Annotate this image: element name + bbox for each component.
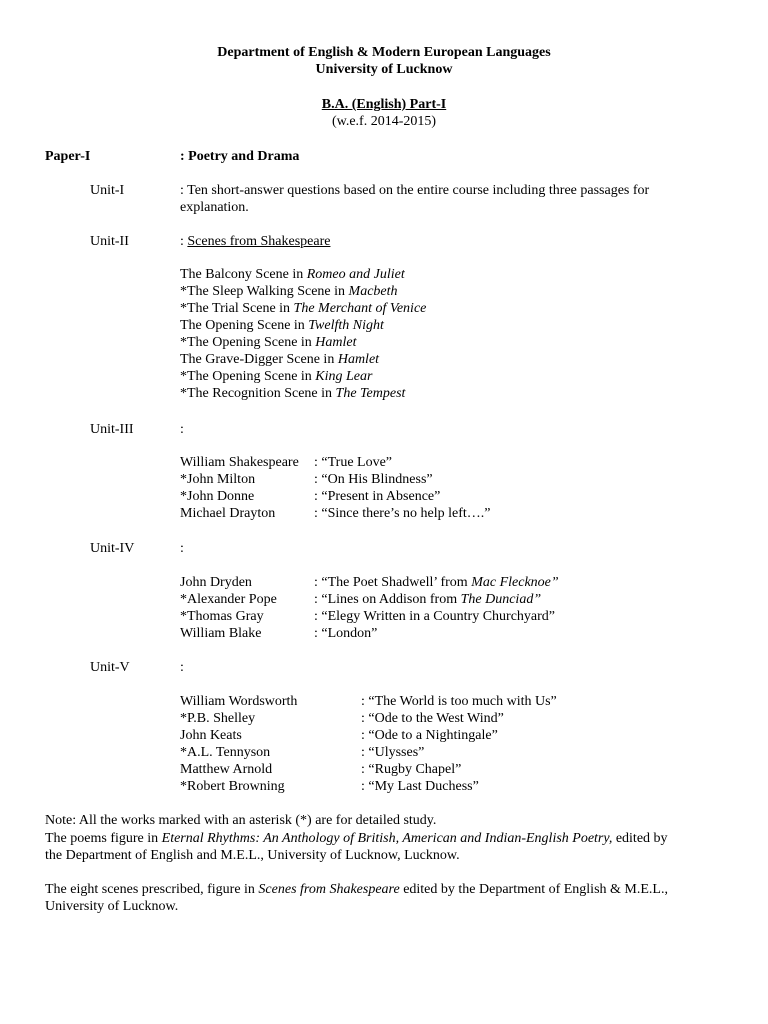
unit2-label: Unit-II [90,234,129,249]
poet-name: William Shakespeare [180,455,299,470]
scenes-note-line2: University of Lucknow. [45,899,179,914]
poem-title: : “Elegy Written in a Country Churchyard” [314,609,556,624]
poet-name: Michael Drayton [180,506,276,521]
list-item: *The Trial Scene in The Merchant of Venice [180,301,427,316]
asterisk-note: Note: All the works marked with an asterisk (*) are for detailed study. [45,813,437,828]
poem-title: : “Ulysses” [361,745,425,760]
unit1-label: Unit-I [90,183,125,198]
unit3-poets [180,454,299,522]
wef-note: (w.e.f. 2014-2015) [331,114,437,129]
department-heading: Department of English & Modern European Languages [217,45,551,60]
course-heading: B.A. (English) Part-I [321,97,447,112]
poet-name: William Blake [180,626,262,641]
poet-name: John Dryden [180,575,252,590]
poet-name: *Alexander Pope [180,592,277,607]
unit5-poets [180,693,297,795]
paper-title: : Poetry and Drama [180,149,300,164]
list-item: The Grave-Digger Scene in Hamlet [180,352,380,367]
poem-title: : “London” [314,626,378,641]
poet-name: *P.B. Shelley [180,711,256,726]
unit1-text-line1: : Ten short-answer questions based on the entire course including three passages for [180,183,650,198]
scene-list [180,266,426,402]
poet-name: *Robert Browning [180,779,285,794]
poem-title: : “Lines on Addison from The Dunciad” [314,592,542,607]
unit3-titles [314,454,491,522]
poem-title: : “On His Blindness” [314,472,433,487]
poems-note-line1: The poems figure in Eternal Rhythms: An Anthology of British, American and Indian-English Poetry, edited by [45,831,668,846]
poet-name: *A.L. Tennyson [180,745,271,760]
scenes-note-line1: The eight scenes prescribed, figure in Scenes from Shakespeare edited by the Department of English & M.E.L., [45,882,668,897]
unit5-colon: : [180,660,184,675]
poem-title: : “Ode to the West Wind” [361,711,504,726]
list-item: *The Opening Scene in King Lear [180,369,373,384]
unit5-titles [361,693,557,795]
unit3-label: Unit-III [90,422,134,437]
poet-name: *John Donne [180,489,255,504]
poem-title: : “Rugby Chapel” [361,762,462,777]
list-item: The Opening Scene in Twelfth Night [180,318,384,333]
university-heading: University of Lucknow [315,62,453,77]
poem-title: : “Since there’s no help left….” [314,506,491,521]
poem-title: : “Present in Absence” [314,489,441,504]
list-item: The Balcony Scene in Romeo and Juliet [180,267,405,282]
poet-name: William Wordsworth [180,694,298,709]
poem-title: : “The World is too much with Us” [361,694,557,709]
poem-title: : “Ode to a Nightingale” [361,728,498,743]
unit4-label: Unit-IV [90,541,135,556]
poem-title: : “My Last Duchess” [361,779,479,794]
unit4-titles [314,574,559,642]
unit2-colon: : [180,234,184,249]
poems-note-line2: the Department of English and M.E.L., University of Lucknow, Lucknow. [45,848,460,863]
poet-name: *John Milton [180,472,256,487]
poet-name: John Keats [180,728,242,743]
list-item: *The Sleep Walking Scene in Macbeth [180,284,398,299]
poem-title: : “True Love” [314,455,393,470]
unit4-colon: : [180,541,184,556]
unit1-text-line2: explanation. [180,200,249,215]
list-item: *The Opening Scene in Hamlet [180,335,357,350]
unit3-colon: : [180,422,184,437]
paper-label: Paper-I [45,149,91,164]
unit5-label: Unit-V [90,660,130,675]
list-item: *The Recognition Scene in The Tempest [180,386,406,401]
poet-name: *Thomas Gray [180,609,264,624]
unit2-heading: Scenes from Shakespeare [187,234,331,249]
unit2-heading-line [180,233,330,250]
poet-name: Matthew Arnold [180,762,273,777]
unit4-poets [180,574,277,642]
poem-title: : “The Poet Shadwell’ from Mac Flecknoe” [314,575,559,590]
